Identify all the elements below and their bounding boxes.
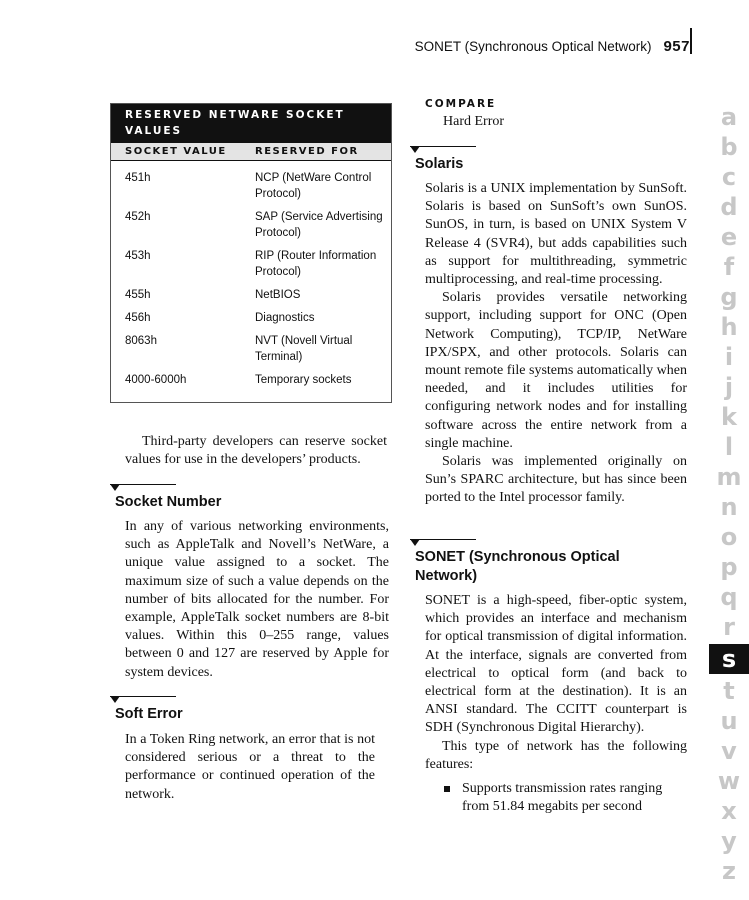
table-title-line2: VALUES <box>125 125 183 137</box>
reserved-for-cell: NetBIOS <box>255 289 301 301</box>
socket-value-cell: 8063h <box>125 335 157 347</box>
thumb-letter-f: f <box>723 253 735 281</box>
running-header-title: SONET (Synchronous Optical Network) <box>414 39 652 54</box>
thumb-letter-u: u <box>720 707 738 735</box>
heading-sonet-line2: Network) <box>415 568 478 584</box>
soft-error-body <box>125 731 375 804</box>
socket-value-cell: 4000-6000h <box>125 374 187 386</box>
thumb-letter-n: n <box>720 493 738 521</box>
thumb-letter-y: y <box>721 827 737 855</box>
thumb-letter-k: k <box>721 403 737 431</box>
thumb-letter-l: l <box>724 433 734 461</box>
table-row <box>111 245 391 284</box>
socket-value-cell: 451h <box>125 172 151 184</box>
heading-soft-error: Soft Error <box>115 706 183 722</box>
thumb-letter-x: x <box>721 797 737 825</box>
heading-solaris: Solaris <box>415 156 464 172</box>
thumb-letter-w: w <box>717 767 741 795</box>
compare-label: COMPARE <box>425 98 497 110</box>
table-row <box>111 284 391 307</box>
header-rule <box>690 28 692 54</box>
thumb-letter-b: b <box>720 133 738 161</box>
socket-value-cell: 453h <box>125 250 151 262</box>
running-header <box>300 38 690 55</box>
thumb-letter-d: d <box>720 193 738 221</box>
reserved-socket-table <box>110 103 392 403</box>
thumb-letter-m: m <box>716 463 742 491</box>
thumb-letter-e: e <box>720 223 738 251</box>
solaris-paragraph-3: Solaris was implemented originally on Sun’s SPARC architecture, but has since been ported to the Intel processor family. <box>425 454 687 506</box>
table-header-socket-value: SOCKET VALUE <box>125 146 227 157</box>
entry-marker <box>410 539 476 540</box>
thumb-index <box>709 102 749 886</box>
table-header-reserved-for: RESERVED FOR <box>255 146 359 157</box>
thumb-letter-q: q <box>720 583 738 611</box>
after-table-text: Third-party developers can reserve socket values for use in the developers’ products. <box>125 434 387 468</box>
page-number: 957 <box>663 38 690 55</box>
socket-value-cell: 455h <box>125 289 151 301</box>
thumb-letter-o: o <box>720 523 738 551</box>
table-row <box>111 330 391 369</box>
reserved-for-cell: SAP (Service Advertising Protocol) <box>255 211 383 239</box>
sonet-paragraph-1: SONET is a high-speed, fiber-optic system, which provides an interface and mechanism for optical transmission of digital information. At the interface, signals are converted from electrical to optical form (and back to electrical form at the destination). It is an ANSI standard. The CCITT counterpart is SDH (Synchronous Digital Hierarchy). <box>425 593 687 736</box>
table-body <box>111 161 391 402</box>
bullet-square-icon <box>444 786 450 792</box>
thumb-letter-p: p <box>720 553 738 581</box>
sonet-paragraph-2: This type of network has the following features: <box>425 738 687 772</box>
table-row <box>111 167 391 206</box>
solaris-paragraph-1: Solaris is a UNIX implementation by SunSoft. Solaris is based on SunSoft’s own SunOS. SunOS, in turn, is based on UNIX System V Release 4 (SVR4), but adds capabilities such as support for multithreading, symmetric multiprocessing, and real-time processing. <box>425 181 687 288</box>
reserved-for-cell: NVT (Novell Virtual Terminal) <box>255 335 353 363</box>
thumb-letter-c: c <box>721 163 737 191</box>
thumb-letter-h: h <box>720 313 738 341</box>
table-row <box>111 206 391 245</box>
heading-sonet-line1: SONET (Synchronous Optical <box>415 549 620 565</box>
sonet-bullet-text: Supports transmission rates ranging from 51.84 megabits per second <box>462 781 663 815</box>
socket-number-body <box>125 518 389 682</box>
thumb-letter-z: z <box>722 857 736 885</box>
entry-marker <box>110 696 176 697</box>
table-title-line1: RESERVED NETWARE SOCKET <box>125 109 345 121</box>
thumb-letter-v: v <box>721 737 737 765</box>
reserved-for-cell: NCP (NetWare Control Protocol) <box>255 172 372 200</box>
after-table-paragraph <box>125 433 387 469</box>
heading-sonet <box>415 548 620 586</box>
socket-number-text: In any of various networking environments, such as AppleTalk and Novell’s NetWare, a unique value assigned to a socket. The maximum size of such a value depends on the number of bits allocated for the number. For example, AppleTalk socket numbers are 8-bit values. Within this 0–255 range, values between 0 and 127 are reserved by Apple for system devices. <box>125 519 389 680</box>
compare-value: Hard Error <box>443 114 505 129</box>
sonet-body <box>425 592 687 774</box>
thumb-letter-g: g <box>720 283 738 311</box>
reserved-for-cell: RIP (Router Information Protocol) <box>255 250 377 278</box>
heading-socket-number: Socket Number <box>115 494 222 510</box>
thumb-letter-s: s <box>709 644 749 674</box>
thumb-letter-r: r <box>723 613 735 641</box>
thumb-letter-a: a <box>720 103 738 131</box>
socket-value-cell: 456h <box>125 312 151 324</box>
socket-value-cell: 452h <box>125 211 151 223</box>
thumb-letter-t: t <box>723 677 735 705</box>
table-row <box>111 307 391 330</box>
table-header-row <box>111 142 391 161</box>
entry-marker <box>410 146 476 147</box>
soft-error-text: In a Token Ring network, an error that is not considered serious or a threat to the performance or continued operation of the network. <box>125 732 375 802</box>
table-title <box>111 104 391 142</box>
entry-marker <box>110 484 176 485</box>
table-row <box>111 369 391 392</box>
thumb-letter-i: i <box>724 343 734 371</box>
solaris-body <box>425 180 687 508</box>
reserved-for-cell: Temporary sockets <box>255 374 352 386</box>
reserved-for-cell: Diagnostics <box>255 312 315 324</box>
sonet-bullet-item <box>440 780 690 816</box>
thumb-letter-j: j <box>724 373 734 401</box>
solaris-paragraph-2: Solaris provides versatile networking support, including support for ONC (Open Network Computing), TCP/IP, NetWare IPX/SPX, and other protocols. Solaris can mount remote file systems automatically when needed, and it includes utilities for configuring network nodes and for installing software across the entire network from a single machine. <box>425 290 687 451</box>
